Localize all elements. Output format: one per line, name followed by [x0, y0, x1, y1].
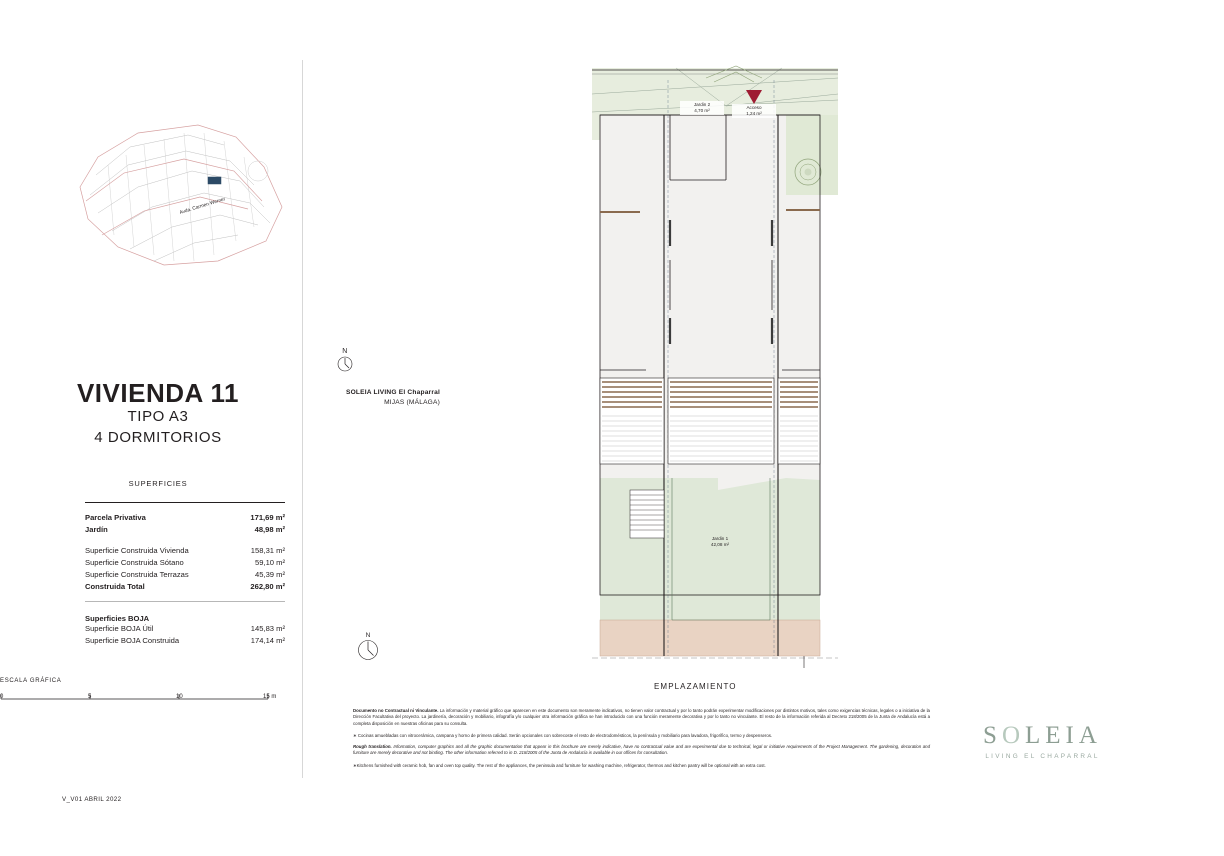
- plan-label-jardin1-area: 42,08 m²: [710, 542, 730, 547]
- project-name: SOLEIA LIVING El Chaparral: [346, 389, 440, 396]
- boja-section: [85, 612, 285, 648]
- north-letter: N: [342, 348, 348, 355]
- disclaimer-es: [353, 708, 930, 727]
- surfaces-heading: SUPERFICIES: [128, 479, 188, 488]
- disclaimer-es-body: La información y material gráfico que aparecen en este documento son meramente indicativos, no tienen valor contractual y por lo tanto podrán experimentar modificaciones por distintos motivos, tales como exigencias técnicas, legales o a iniciativa de la Dirección Facultativa del proyecto. La jardinería, decoración y mobiliario, infografía y/o cualquier otra información gráfica se han introducido con una función meramente decorativa y por lo tanto no vinculante. El resto de la información referida al Decreto 218/2005 de la Junta de Andalucía está a completa disposición en nuestras oficinas para su consulta.: [353, 708, 930, 726]
- surfaces-divider-top: [85, 502, 285, 503]
- table-row: [85, 635, 285, 647]
- villa-name: VIVIENDA 11: [76, 378, 240, 408]
- scale-title: ESCALA GRÁFICA: [0, 678, 62, 684]
- north-indicator-plan: [353, 632, 383, 666]
- brand-letter-o: O: [1001, 722, 1026, 749]
- document-version: V_V01 ABRIL 2022: [62, 796, 122, 803]
- row-label: Parcela Privativa: [85, 513, 146, 522]
- keymap-street-label: Avda. Carmen Werner: [179, 197, 227, 216]
- scale-tick-0: 0: [0, 694, 4, 700]
- brand-letters-leia: LEIA: [1025, 722, 1102, 749]
- project-location: MIJAS (MÁLAGA): [384, 398, 440, 406]
- row-value: 174,14 m²: [250, 636, 285, 646]
- scale-tick-2: 10: [176, 694, 183, 700]
- table-row: [85, 569, 285, 581]
- brand-wordmark: [975, 722, 1110, 750]
- row-value: 158,31 m²: [250, 545, 285, 555]
- table-row: [85, 524, 285, 536]
- row-label: Jardín: [85, 525, 108, 535]
- row-label: Superficie BOJA Construida: [85, 636, 180, 646]
- row-value: 45,39 m²: [255, 570, 285, 580]
- row-label: Construida Total: [85, 582, 145, 592]
- row-label: Superficie Construida Terrazas: [85, 570, 189, 580]
- table-row: [85, 623, 285, 635]
- plan-label-acceso-name: Acceso: [746, 105, 762, 110]
- table-row: [85, 581, 285, 593]
- row-value: 145,83 m²: [250, 624, 285, 633]
- disclaimer-en-note: ∗Kitchens furnished with ceramic hob, fan and oven top quality. The rest of the appliances, the peninsula and furniture for washing machine, refrigerator, thermos and kitchen pantry will be optional with an extra cost.: [353, 762, 766, 768]
- north-letter-plan: N: [365, 632, 371, 639]
- site-key-map: [68, 115, 308, 285]
- table-row: [85, 557, 285, 569]
- row-value: 262,80 m²: [250, 582, 285, 592]
- row-label: Superficie BOJA Útil: [85, 624, 154, 633]
- villa-bedrooms: 4 DORMITORIOS: [94, 429, 222, 446]
- row-label: Superficie Construida Vivienda: [85, 545, 189, 555]
- brand-tagline: LIVING EL CHAPARRAL: [985, 753, 1100, 760]
- surfaces-table: [85, 512, 285, 594]
- plan-label-jardin2-area: 4,70 m²: [694, 108, 710, 113]
- plan-label-acceso-area: 1,24 m²: [746, 111, 762, 116]
- plan-title: EMPLAZAMIENTO: [654, 682, 737, 691]
- legal-disclaimer: [353, 708, 930, 774]
- site-plan-drawing: [586, 60, 844, 670]
- column-divider: [302, 60, 303, 778]
- scale-tick-1: 5: [88, 694, 92, 700]
- plan-label-jardin2-name: Jardin 2: [693, 102, 711, 107]
- disclaimer-es-title: Documento no Contractual ni Vinculante.: [353, 708, 439, 713]
- boja-heading: Superficies BOJA: [85, 614, 150, 623]
- table-row: [85, 512, 285, 524]
- disclaimer-es-note: ∗ Cocinas amuebladas con vitrocerámica, campana y horno de primera calidad. Serán opcionales con sobrecoste el resto de electrodomésticos, la península y mobiliario para lavadora, frigorífico, termo y despenseros.: [353, 732, 773, 738]
- disclaimer-en-title: Rough translation.: [353, 744, 392, 750]
- brand-letter-s: S: [983, 722, 1002, 749]
- row-value: 48,98 m²: [254, 525, 285, 535]
- scale-bar: [0, 688, 280, 706]
- north-indicator-keymap: [332, 348, 358, 372]
- scale-tick-3: 15 m: [263, 694, 277, 700]
- brand-logo: [975, 722, 1110, 760]
- plan-label-jardin1-name: Jardin 1: [711, 536, 729, 541]
- villa-type: TIPO A3: [127, 408, 189, 425]
- row-label: Superficie Construida Sótano: [85, 557, 184, 567]
- surfaces-divider-bottom: [85, 601, 285, 602]
- table-row: [85, 545, 285, 557]
- row-value: 59,10 m²: [255, 557, 285, 567]
- disclaimer-en: [353, 744, 930, 757]
- row-value: 171,69 m²: [250, 513, 285, 522]
- disclaimer-en-body: Information, computer graphics and all the graphic documentation that appear in this brochure are merely indicative, have no contractual value and are experimental due to technical, legal or initiative requirements of the Project Management. The gardening, decoration and furniture are merely decorative and not binding. The other information referred to in D. 218/2005 of the Junta de Andalucía is available in our offices for consultation.: [353, 744, 930, 756]
